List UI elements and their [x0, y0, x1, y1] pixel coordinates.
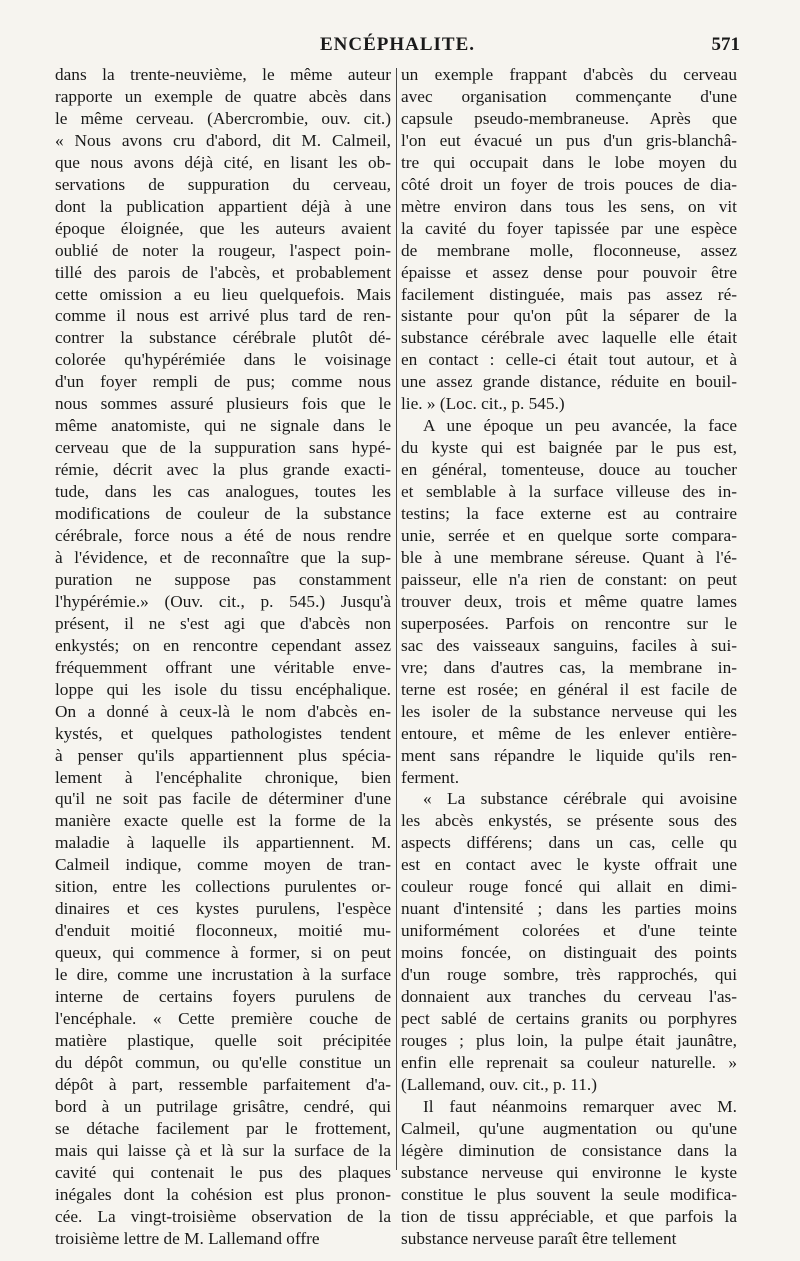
text-line: l'hypérémie.» (Ouv. cit., p. 545.) Jusqu'à: [55, 591, 391, 611]
text-line: lement à l'encéphalite chronique, bien: [55, 767, 391, 787]
text-line: cée. La vingt-troisième observation de la: [55, 1206, 391, 1226]
text-line: mètre environ dans tous les sens, on vit: [401, 196, 737, 216]
text-line: dinaires et ces kystes purulens, l'espèce: [55, 899, 391, 919]
text-line: facilement distinguée, mais pas assez ré-: [401, 284, 737, 304]
text-line: sistante pour qu'on pût la séparer de la: [401, 306, 737, 326]
text-line: le même cerveau. (Abercrombie, ouv. cit.): [55, 108, 391, 128]
text-line: On a donné à ceux-là le nom d'abcès en-: [55, 701, 391, 721]
text-line: dans la trente-neuvième, le même auteur: [55, 65, 391, 84]
text-line: modifications de couleur de la substance: [55, 504, 391, 524]
text-line: l'on eut évacué un pus d'un gris-blanchâ-: [401, 130, 737, 150]
text-line: queux, qui commence à former, si on peut: [55, 943, 391, 963]
text-line: interne de certains foyers purulens de: [55, 987, 391, 1007]
text-line: terne est rosée; en général il est facile de: [401, 679, 737, 699]
text-line: à l'évidence, et de reconnaître que la sup-: [55, 547, 391, 567]
text-line: un exemple frappant d'abcès du cerveau: [401, 65, 737, 84]
page-number: 571: [711, 34, 740, 55]
text-line: sition, entre les collections purulentes or-: [55, 877, 391, 897]
text-line: substance cérébrale avec laquelle elle était: [401, 328, 737, 348]
text-line: que nous avons déjà cité, en lisant les ob-: [55, 152, 391, 172]
column-divider: [396, 68, 397, 1170]
text-line: dont la publication appartient déjà à une: [55, 196, 391, 216]
text-line: sac des vaisseaux sanguins, faciles à sui-: [401, 635, 737, 655]
text-line: d'un rouge sombre, très rapprochés, qui: [401, 965, 737, 985]
text-line: dépôt à part, ressemble parfaitement d'a-: [55, 1074, 391, 1094]
text-line: « Nous avons cru d'abord, dit M. Calmeil,: [55, 130, 391, 150]
text-line: légère diminution de consistance dans la: [401, 1140, 737, 1160]
text-line: tillé des parois de l'abcès, et probablement: [55, 262, 391, 282]
text-line: ment sans répandre le liquide qu'ils ren-: [401, 745, 737, 765]
text-line: matière plastique, quelle soit précipitée: [55, 1030, 391, 1050]
text-line: troisième lettre de M. Lallemand offre: [55, 1228, 320, 1248]
text-line: nuant d'intensité ; dans les parties moins: [401, 899, 737, 919]
text-line: vre; dans d'autres cas, la membrane in-: [401, 657, 737, 677]
text-line: époque éloignée, que les auteurs avaient: [55, 218, 391, 238]
text-line: trouver deux, trois et même quatre lames: [401, 591, 737, 611]
text-line: les abcès enkystés, se présente sous des: [401, 811, 737, 831]
text-line: avec organisation commençante d'une: [401, 86, 737, 106]
text-line: les isoler de la substance nerveuse qui les: [401, 701, 737, 721]
text-line: une assez grande distance, réduite en bouil-: [401, 372, 737, 392]
text-line: le dire, comme une incrustation à la surface: [55, 965, 391, 985]
text-line: rapporte un exemple de quatre abcès dans: [55, 86, 391, 106]
text-line: entoure, et même de les enlever entière-: [401, 723, 737, 743]
text-line: enfin elle reprenait sa couleur naturelle. »: [401, 1052, 737, 1072]
text-line: constitue le plus souvent la seule modifica-: [401, 1184, 737, 1204]
text-line: maladie à laquelle ils appartiennent. M.: [55, 833, 391, 853]
right-column: [401, 64, 737, 1249]
text-line: (Lallemand, ouv. cit., p. 11.): [401, 1074, 597, 1094]
text-line: colorée qu'hypérémiée dans le voisinage: [55, 350, 391, 370]
text-line: comme il nous est arrivé plus tard de ren-: [55, 306, 391, 326]
text-line: servations de suppuration du cerveau,: [55, 174, 391, 194]
text-line: ferment.: [401, 767, 460, 787]
text-line: tude, dans les cas analogues, toutes les: [55, 482, 391, 502]
text-line: mais qui laisse çà et là sur la surface de la: [55, 1140, 391, 1160]
text-line: enkystés; on en rencontre cependant assez: [55, 635, 391, 655]
running-title: ENCÉPHALITE.: [319, 34, 476, 55]
text-line: même anatomiste, qui ne signale dans le: [55, 416, 391, 436]
text-line: cavité qui contenait le pus des plaques: [55, 1162, 391, 1182]
text-line: cette omission a eu lieu quelquefois. Mais: [55, 284, 391, 304]
text-line: rémie, décrit avec la plus grande exacti-: [55, 460, 391, 480]
text-line: pect sablé de certains granits ou porphyres: [401, 1008, 737, 1028]
text-line: moins foncée, on distinguait des points: [401, 943, 737, 963]
text-line: substance nerveuse qui environne le kyste: [401, 1162, 737, 1182]
text-line: A une époque un peu avancée, la face: [423, 416, 737, 436]
text-line: cerveau que de la suppuration sans hypé-: [55, 438, 391, 458]
text-line: paisseur, elle n'a rien de constant: on peut: [401, 569, 737, 589]
text-line: qu'il ne soit pas facile de déterminer d'une: [55, 789, 391, 809]
text-line: en contact : celle-ci était tout autour, et à: [401, 350, 737, 370]
text-line: en général, tomenteuse, douce au toucher: [401, 460, 737, 480]
text-line: oublié de noter la rougeur, l'aspect poin-: [55, 240, 391, 260]
text-line: rouges ; plus loin, la pulpe était jaunâtre,: [401, 1030, 737, 1050]
text-line: est en contact avec le kyste offrait une: [401, 855, 737, 875]
text-line: testins; la face externe est au contraire: [401, 504, 737, 524]
text-line: contrer la substance cérébrale plutôt dé-: [55, 328, 391, 348]
left-column: [55, 64, 391, 1249]
text-line: superposées. Parfois on rencontre sur le: [401, 613, 737, 633]
text-line: uniformément colorées et d'une teinte: [401, 921, 737, 941]
text-line: tre qui occupait dans le lobe moyen du: [401, 152, 737, 172]
text-line: nous sommes assuré plusieurs fois que le: [55, 394, 391, 414]
text-line: puration ne suppose pas constamment: [55, 569, 391, 589]
text-line: se détache facilement par le frottement,: [55, 1118, 391, 1138]
text-line: l'encéphale. « Cette première couche de: [55, 1008, 391, 1028]
text-line: et semblable à la surface villeuse des in-: [401, 482, 737, 502]
text-line: Calmeil, qu'une augmentation ou qu'une: [401, 1118, 737, 1138]
text-line: du kyste qui est baignée par le pus est,: [401, 438, 737, 458]
text-line: épaisse et assez dense pour pouvoir être: [401, 262, 737, 282]
text-line: la cavité du foyer tapissée par une espèce: [401, 218, 737, 238]
text-line: du dépôt commun, ou qu'elle constitue un: [55, 1052, 391, 1072]
text-line: « La substance cérébrale qui avoisine: [423, 789, 737, 809]
text-line: cérébrale, force nous a été de nous rendre: [55, 526, 391, 546]
text-line: fréquemment offrant une véritable enve-: [55, 657, 391, 677]
text-line: Calmeil indique, comme moyen de tran-: [55, 855, 391, 875]
text-line: substance nerveuse paraît être tellement: [401, 1228, 677, 1248]
page-header: [55, 34, 740, 64]
text-line: d'un foyer rempli de pus; comme nous: [55, 372, 391, 392]
text-line: couleur rouge foncé qui allait en dimi-: [401, 877, 737, 897]
text-line: Il faut néanmoins remarquer avec M.: [423, 1096, 737, 1116]
text-line: côté droit un foyer de trois pouces de dia-: [401, 174, 737, 194]
text-line: présent, il ne s'est agi que d'abcès non: [55, 613, 391, 633]
text-line: manière exacte quelle est la forme de la: [55, 811, 391, 831]
text-line: à penser qu'ils appartiennent plus spécia-: [55, 745, 391, 765]
text-line: unie, serrée et en quelque sorte compara-: [401, 526, 737, 546]
text-line: loppe qui les isole du tissu encéphalique.: [55, 679, 391, 699]
text-line: tion de tissu appréciable, et que parfois la: [401, 1206, 737, 1226]
text-line: de membrane molle, floconneuse, assez: [401, 240, 737, 260]
text-line: lie. » (Loc. cit., p. 545.): [401, 394, 565, 414]
text-line: aspects différens; dans un cas, celle qu: [401, 833, 737, 853]
text-line: d'enduit moitié floconneux, moitié mu-: [55, 921, 391, 941]
text-line: capsule pseudo-membraneuse. Après que: [401, 108, 737, 128]
text-line: bord à un putrilage grisâtre, cendré, qui: [55, 1096, 391, 1116]
text-line: kystés, et quelques pathologistes tendent: [55, 723, 391, 743]
text-line: inégales dont la cohésion est plus pronon-: [55, 1184, 391, 1204]
text-line: donnaient aux tranches du cerveau l'as-: [401, 987, 737, 1007]
text-line: ble à une membrane séreuse. Quant à l'é-: [401, 547, 737, 567]
